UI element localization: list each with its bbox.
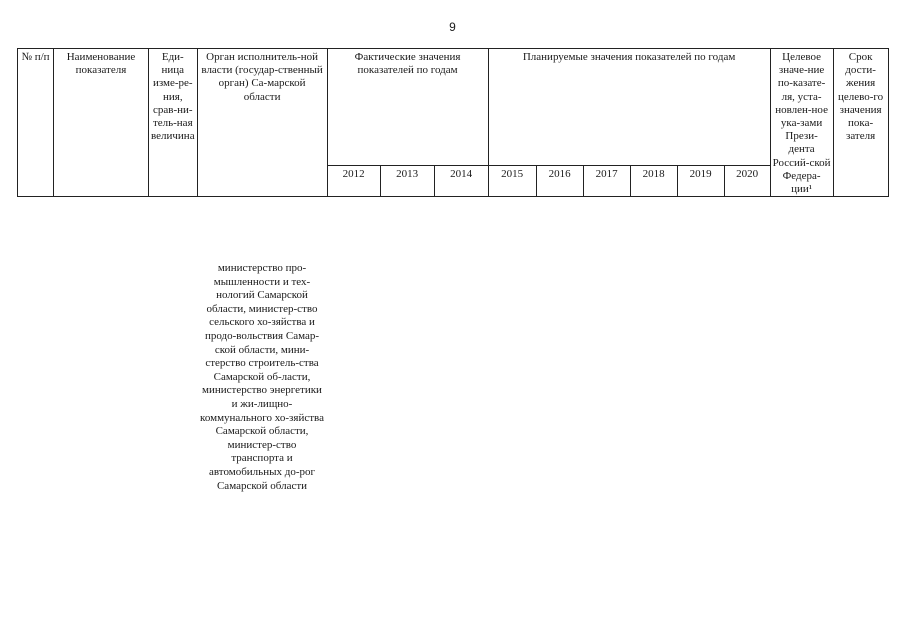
header-unit: Еди-ница изме-ре-ния, срав-ни-тель-ная величина <box>149 49 198 197</box>
year-cell: 2018 <box>630 166 677 197</box>
header-name: Наименование показателя <box>54 49 149 197</box>
year-cell: 2012 <box>327 166 380 197</box>
year-cell: 2020 <box>724 166 770 197</box>
header-planned-values: Планируемые значения показателей по годам <box>488 49 770 166</box>
year-cell: 2013 <box>380 166 434 197</box>
indicators-table <box>17 48 889 197</box>
header-num: № п/п <box>18 49 54 197</box>
organ-continuation-text: министерство про-мышленности и тех-нологий Самарской области, министер-ство сельского хо-зяйства и продо-вольствия Самар-ской области, мини-стерство строитель-ства Самарской об-ласти, министерство энергетики и жи-лищно-коммунального хо-зяйства Самарской области, министер-ство транспорта и автомобильных до-рог Самарской области <box>200 262 324 492</box>
header-deadline: Срок дости-жения целево-го значения пока-зателя <box>833 49 888 197</box>
year-cell: 2016 <box>536 166 583 197</box>
header-actual-values: Фактические значения показателей по годам <box>327 49 488 166</box>
year-cell: 2017 <box>583 166 630 197</box>
page-number: 9 <box>449 20 456 34</box>
header-target-value: Целевое значе-ние по-казате-ля, уста-новлен-ное ука-зами Прези-дента Россий-ской Федера-ции¹ <box>770 49 833 197</box>
header-organ: Орган исполнитель-ной власти (государ-ственный орган) Са-марской области <box>197 49 327 197</box>
year-cell: 2014 <box>434 166 488 197</box>
year-cell: 2019 <box>677 166 724 197</box>
year-cell: 2015 <box>488 166 536 197</box>
